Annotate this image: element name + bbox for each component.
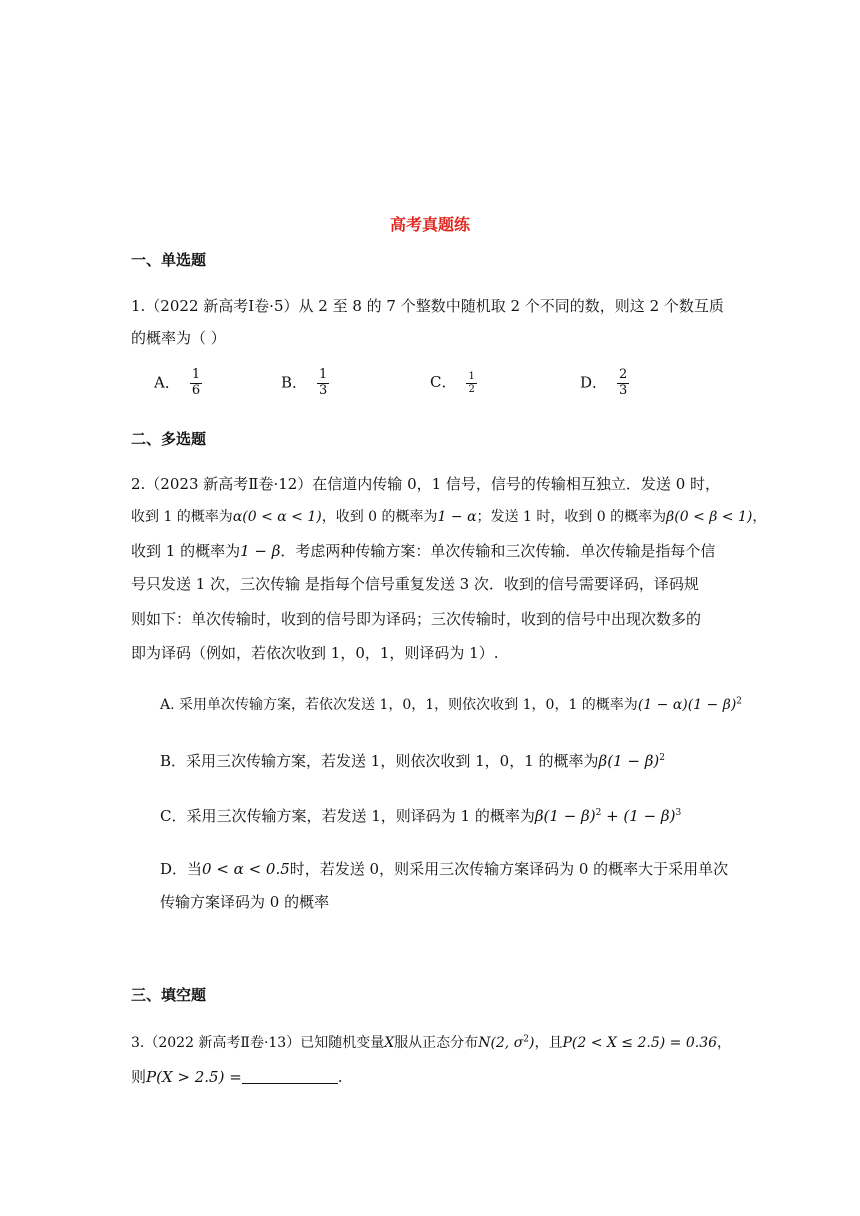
math: β(0 < β < 1): [666, 509, 753, 525]
math: ): [529, 1035, 535, 1051]
q2-option-a: [160, 694, 742, 714]
option-text: D．当: [160, 860, 203, 878]
q2-stem-line2: [131, 506, 766, 526]
denominator: 3: [619, 382, 628, 398]
q1-option-d-fraction: [617, 368, 629, 399]
q1-option-b-fraction: [317, 368, 329, 399]
math: P(X > 2.5) =: [146, 1068, 242, 1086]
math: 1 − α: [437, 509, 477, 525]
section-heading-multiple-choice: 二、多选题: [131, 430, 207, 448]
page-title: 高考真题练: [389, 215, 470, 234]
denominator: 3: [319, 382, 328, 398]
q1-stem-line2: 的概率为（ ）: [131, 329, 226, 347]
q1-option-c: [430, 371, 477, 395]
exponent: 2: [736, 696, 743, 707]
exponent: 3: [675, 808, 682, 818]
numerator: 1: [319, 367, 328, 382]
option-text: A. 采用单次传输方案，若依次发送 1，0，1，则依次收到 1，0，1 的概率为: [160, 697, 638, 713]
q1-option-c-label: C．: [430, 373, 457, 391]
q1-option-d-label: D．: [580, 373, 608, 392]
text: ；发送 1 时，收到 0 的概率为: [476, 509, 667, 525]
q2-option-d-line2: 传输方案译码为 0 的概率: [160, 893, 330, 911]
math: β(1 − β): [534, 807, 596, 825]
text: ，收到 0 的概率为: [321, 509, 438, 525]
q1-option-a: [154, 368, 202, 399]
text: ，: [717, 1035, 732, 1051]
math: α(0 < α < 1): [232, 509, 322, 525]
q2-option-d-line1: [160, 858, 728, 879]
q2-option-b: [160, 750, 665, 771]
q2-stem-line5: 则如下：单次传输时，收到的信号即为译码；三次传输时，收到的信号中出现次数多的: [131, 610, 702, 628]
q2-stem-line3: [131, 540, 715, 561]
exponent: 2: [659, 753, 665, 763]
q1-option-b-label: B．: [281, 373, 308, 392]
q1-option-c-fraction: [466, 371, 476, 395]
numerator: 1: [191, 367, 201, 382]
section-heading-fill-in: 三、填空题: [131, 986, 207, 1004]
text: .: [337, 1068, 343, 1086]
q3-stem-line2: [131, 1066, 343, 1087]
q2-stem-line6: 即为译码（例如，若依次收到 1，0，1，则译码为 1）.: [131, 644, 499, 662]
section-heading-single-choice: 一、单选题: [131, 251, 207, 269]
math: β(1 − β): [598, 752, 660, 770]
text: 收到 1 的概率为: [131, 509, 233, 525]
text: ．考虑两种传输方案：单次传输和三次传输．单次传输是指每个信: [280, 542, 716, 560]
math: X: [384, 1035, 395, 1051]
text: 3.（2022 新高考Ⅱ卷·13）已知随机变量: [131, 1035, 385, 1051]
math: 1 − β: [240, 542, 281, 560]
q3-stem-line1: [131, 1032, 731, 1052]
q1-option-a-fraction: [190, 368, 202, 399]
q1-stem-line1: 1.（2022 新高考Ⅰ卷·5）从 2 至 8 的 7 个整数中随机取 2 个不同的数，则这 2 个数互质: [131, 297, 724, 315]
denominator: 2: [468, 383, 475, 395]
q2-option-c: [160, 805, 681, 826]
text: 收到 1 的概率为: [131, 542, 241, 560]
option-text: C．采用三次传输方案，若发送 1，则译码为 1 的概率为: [160, 807, 535, 825]
math: 0 < α < 0.5: [202, 860, 290, 878]
q1-option-d: [580, 368, 629, 399]
text: ，且: [534, 1035, 563, 1051]
q2-stem-line1: 2.（2023 新高考Ⅱ卷·12）在信道内传输 0，1 信号，信号的传输相互独立．发送 0 时，: [131, 475, 721, 493]
math: (1 − α)(1 − β): [637, 697, 737, 713]
q2-stem-line4: 号只发送 1 次，三次传输 是指每个信号重复发送 3 次．收到的信号需要译码，译码规: [131, 575, 699, 593]
math: N(2, σ: [478, 1035, 524, 1051]
option-text: 时，若发送 0，则采用三次传输方案译码为 0 的概率大于采用单次: [289, 860, 729, 878]
exponent: 2: [523, 1034, 529, 1045]
text: 则: [131, 1068, 147, 1086]
text: 服从正态分布: [394, 1035, 479, 1051]
answer-blank[interactable]: [242, 1069, 338, 1084]
numerator: 2: [619, 367, 628, 382]
exponent: 2: [595, 808, 602, 818]
math: + (1 − β): [601, 807, 676, 825]
q1-option-b: [281, 368, 329, 399]
denominator: 6: [191, 382, 201, 398]
text: ，: [752, 509, 767, 525]
q1-option-a-label: A．: [154, 373, 180, 392]
numerator: 1: [468, 371, 475, 382]
math: P(2 < X ≤ 2.5) = 0.36: [562, 1035, 718, 1051]
option-text: B．采用三次传输方案，若发送 1，则依次收到 1，0，1 的概率为: [160, 752, 599, 770]
